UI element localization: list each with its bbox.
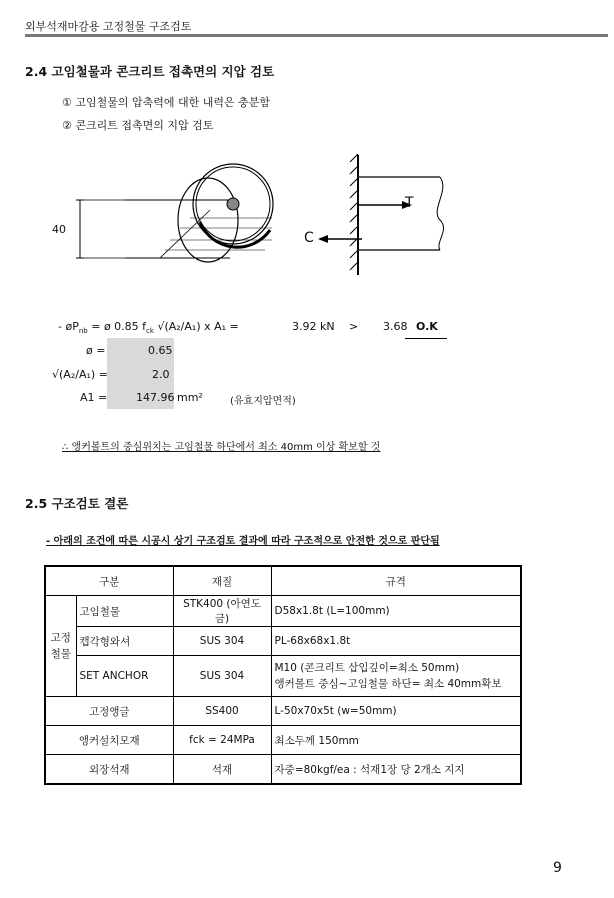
a1-note: (유효지압면적) — [230, 396, 296, 407]
bearing-diagram — [40, 150, 500, 280]
group-label: 고정 철물 — [45, 596, 76, 697]
row-material: fck = 24MPa — [173, 726, 271, 755]
table-row — [45, 596, 521, 627]
row-name: 고정앵글 — [45, 697, 173, 726]
row-name: 외장석재 — [45, 755, 173, 785]
section-2-5-intro: - 아래의 조건에 따른 시공시 상기 구조검토 결과에 따라 구조적으로 안전한 것으로 판단됨 — [46, 536, 440, 547]
table-header-row — [45, 566, 521, 596]
ratio-label: √(A₂/A₁) = — [52, 368, 108, 381]
phi-value: 0.65 — [148, 344, 173, 357]
table-row — [45, 627, 521, 656]
section-2-4-title: 2.4 고임철물과 콘크리트 접촉면의 지압 검토 — [25, 64, 275, 79]
table-row — [45, 726, 521, 755]
row-material: 석재 — [173, 755, 271, 785]
formula-result: 3.92 kN — [292, 320, 335, 333]
header-category: 구분 — [45, 566, 173, 596]
row-spec: M10 (콘크리트 삽입깊이=최소 50mm) 앵커볼트 중심~고임철물 하단= 최소 40mm확보 — [271, 656, 521, 697]
row-spec: 최소두께 150mm — [271, 726, 521, 755]
a1-value: 147.96 — [136, 391, 175, 404]
page-number: 9 — [553, 860, 562, 876]
row-spec: L-50x70x5t (w=50mm) — [271, 697, 521, 726]
limit-value: 3.68 — [383, 320, 408, 333]
phi-label: ø = — [86, 344, 106, 357]
wall-anchor-figure — [318, 154, 444, 275]
header-spec: 규격 — [271, 566, 521, 596]
row-material: SUS 304 — [173, 627, 271, 656]
pipe-section-figure — [76, 164, 273, 262]
row-material: STK400 (아연도금) — [173, 596, 271, 627]
table-row — [45, 755, 521, 785]
document-header: 외부석재마감용 고정철물 구조검토 — [25, 20, 192, 33]
header-rule — [25, 34, 608, 37]
row-spec: D58x1.8t (L=100mm) — [271, 596, 521, 627]
row-name: 캡각형와셔 — [76, 627, 173, 656]
row-spec: 자중=80kgf/ea : 석재1장 당 2개소 지지 — [271, 755, 521, 785]
compression-label: C — [304, 230, 314, 246]
header-material: 재질 — [173, 566, 271, 596]
a1-unit: mm² — [177, 391, 203, 404]
row-material: SS400 — [173, 697, 271, 726]
formula: - $øP_{nb}$ = ø 0.85 $f_{ck}$ √(A₂/A₁) x A₁ = — [58, 320, 239, 336]
table-row — [45, 697, 521, 726]
section-2-5-title: 2.5 구조검토 결론 — [25, 496, 129, 511]
verdict: O.K — [416, 320, 438, 333]
greater-than: > — [349, 320, 359, 333]
item-1: ① 고임철물의 압축력에 대한 내력은 충분함 — [62, 96, 270, 109]
table-row — [45, 656, 521, 697]
row-material: SUS 304 — [173, 656, 271, 697]
dimension-label: 40 — [52, 223, 66, 236]
row-spec: PL-68x68x1.8t — [271, 627, 521, 656]
conclusion-note: ∴ 앵커볼트의 중심위치는 고임철물 하단에서 최소 40mm 이상 확보할 것 — [62, 442, 381, 453]
row-name: SET ANCHOR — [76, 656, 173, 697]
verdict-underline — [405, 338, 447, 339]
row-name: 앵커설치모재 — [45, 726, 173, 755]
a1-label: A1 = — [80, 391, 108, 404]
spec-table — [44, 565, 522, 785]
ratio-value: 2.0 — [152, 368, 170, 381]
tension-label: T — [405, 195, 414, 211]
row-name: 고임철물 — [76, 596, 173, 627]
item-2: ② 콘크리트 접촉면의 지압 검토 — [62, 119, 214, 132]
